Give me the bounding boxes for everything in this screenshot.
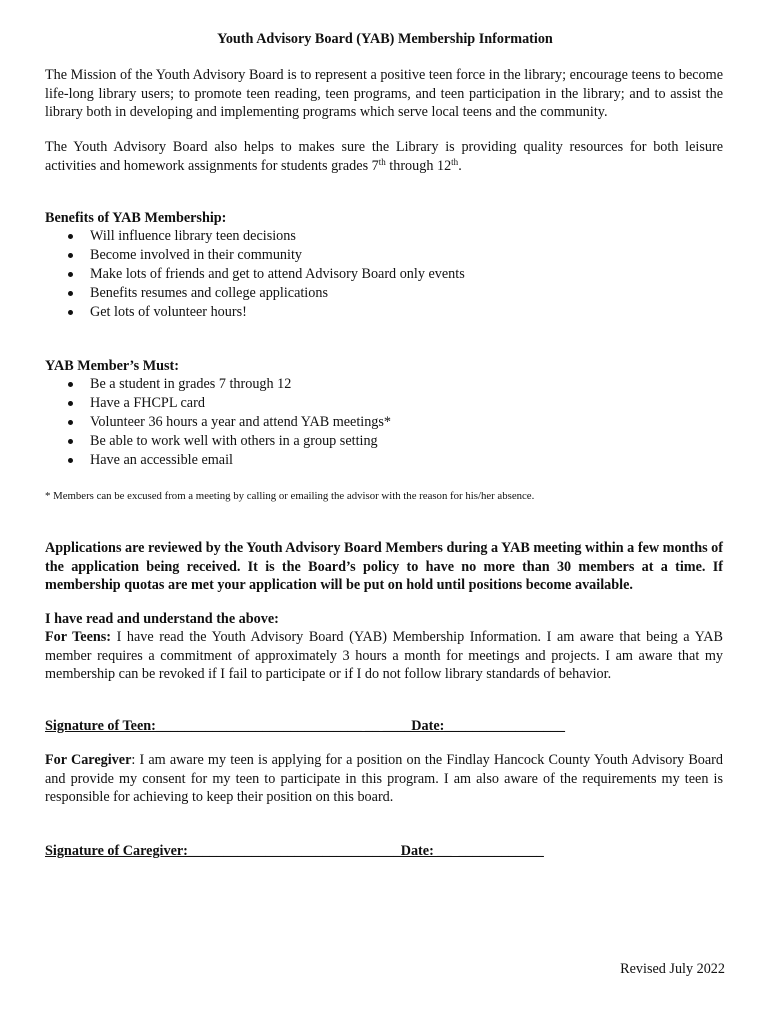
musts-list [45, 375, 391, 470]
caregiver-text: : I am aware my teen is applying for a position on the Findlay Hancock County Youth Advisory Board and provide my consent for my teen to participate in this program. I am also aware of the requirements my teen is responsible for achieving to keep their position on this board. [45, 752, 723, 805]
quality-paragraph [45, 138, 723, 175]
teens-label: For Teens: [45, 629, 112, 645]
benefits-heading: Benefits of YAB Membership: [45, 210, 227, 226]
list-item: Get lots of volunteer hours! [45, 303, 465, 322]
applications-paragraph: Applications are reviewed by the Youth Advisory Board Members during a YAB meeting within a few months of the application being received. It is the Board’s policy to have no more than 30 members at a time. If membership quotas are met your application will be put on hold until positions become available. [45, 540, 723, 593]
list-item: Make lots of friends and get to attend Advisory Board only events [45, 265, 465, 284]
teens-text: I have read the Youth Advisory Board (YAB) Membership Information. I am aware that being a YAB member requires a commitment of approximately 3 hours a month for meetings and projects. I am aware that my membership can be revoked if I fail to participate or if I do not follow library standards of behavior. [45, 629, 724, 682]
teen-signature-line[interactable]: Signature of Teen:_____________________________ __ ____Date:_________________ [45, 718, 565, 734]
caregiver-label: For Caregiver [45, 752, 132, 768]
quality-text-before: The Youth Advisory Board also helps to makes sure the Library is providing quality resources for both leisure activities and homework assignments for students grades 7 [45, 139, 723, 174]
list-item: Have an accessible email [45, 451, 391, 470]
quality-text-middle: through 12 [385, 157, 452, 174]
list-item: Have a FHCPL card [45, 394, 391, 413]
quality-text-end: . [458, 157, 462, 174]
document-title: Youth Advisory Board (YAB) Membership Information [217, 31, 553, 47]
list-item: Volunteer 36 hours a year and attend YAB meetings* [45, 413, 391, 432]
quality-sup-1: th [378, 156, 386, 167]
benefits-list [45, 227, 465, 322]
mission-paragraph: The Mission of the Youth Advisory Board is to represent a positive teen force in the library; encourage teens to become life-long library users; to promote teen reading, teen programs, and teen participation in the library; and to assist the library both in developing and implementing programs which serve local teens and the community. [45, 67, 723, 120]
understand-heading: I have read and understand the above: [45, 611, 279, 627]
caregiver-paragraph [45, 751, 723, 807]
musts-heading: YAB Member’s Must: [45, 358, 179, 374]
list-item: Be able to work well with others in a group setting [45, 432, 391, 451]
teens-paragraph [45, 628, 723, 684]
caregiver-signature-line[interactable]: Signature of Caregiver:______________________________Date: __ ____________ [45, 843, 544, 859]
list-item: Be a student in grades 7 through 12 [45, 375, 391, 394]
footnote: * Members can be excused from a meeting by calling or emailing the advisor with the reason for his/her absence. [45, 490, 535, 502]
quality-sup-2: th [451, 156, 459, 167]
list-item: Benefits resumes and college applications [45, 284, 465, 303]
revision-date: Revised July 2022 [620, 961, 725, 977]
list-item: Become involved in their community [45, 246, 465, 265]
list-item: Will influence library teen decisions [45, 227, 465, 246]
